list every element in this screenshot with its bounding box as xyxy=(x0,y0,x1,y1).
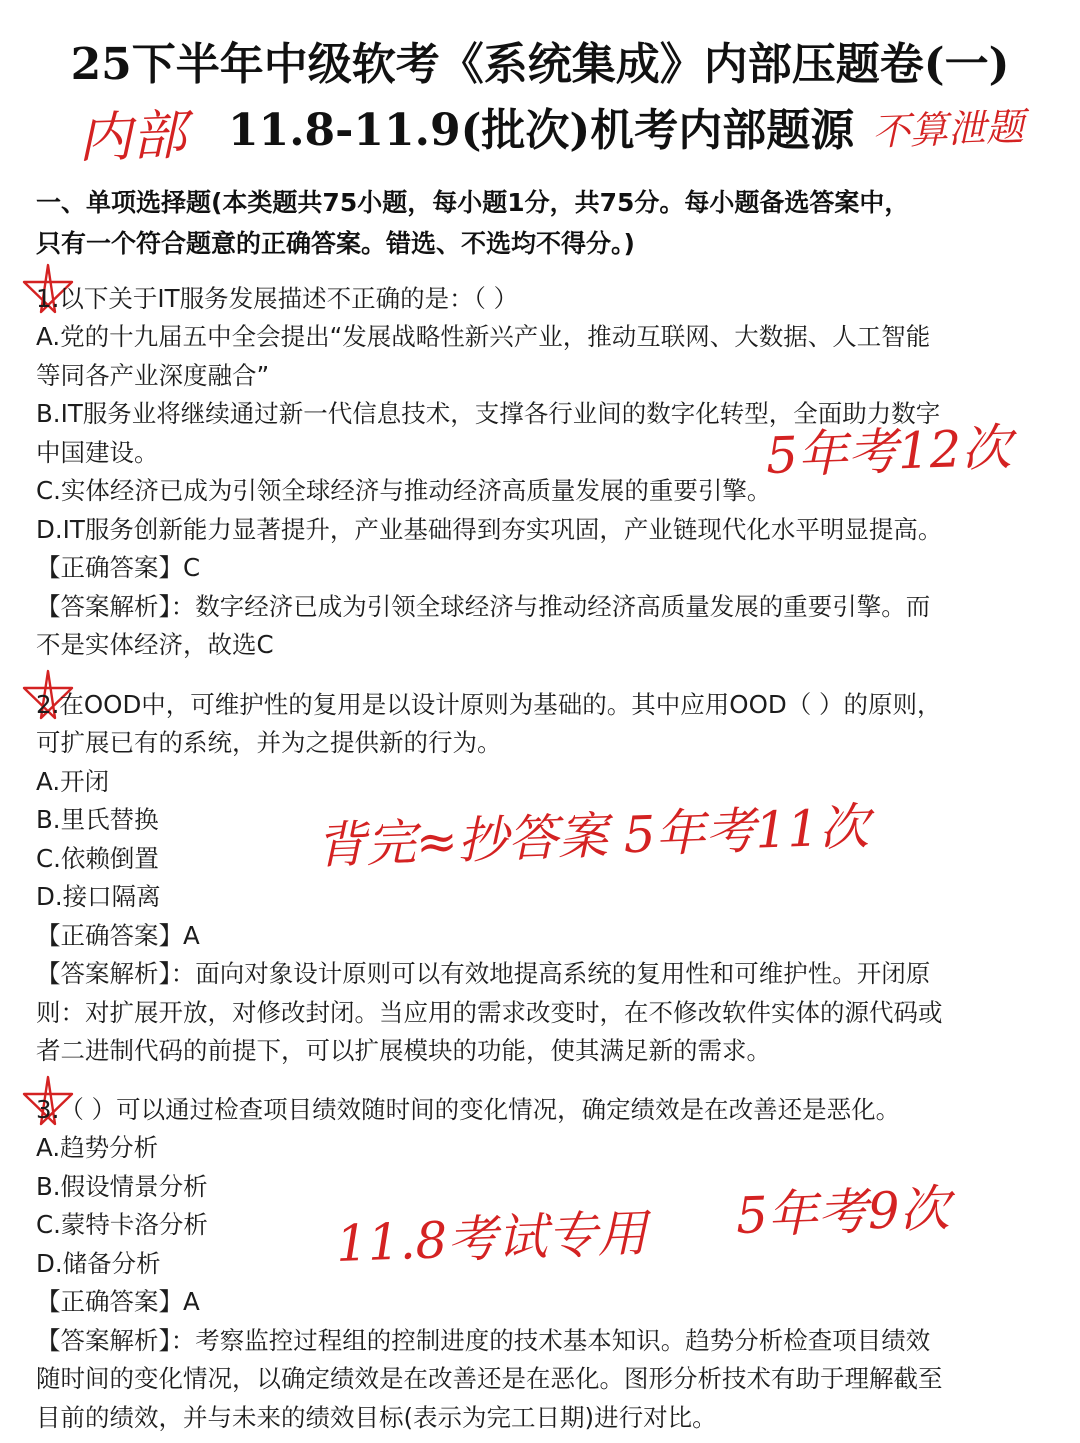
page-subtitle: 11.8-11.9(批次)机考内部题源 xyxy=(228,105,855,156)
section-heading xyxy=(36,182,1046,264)
question-1-answer: 【正确答案】C xyxy=(36,553,201,582)
question-3-explanation-cont: 目前的绩效，并与未来的绩效目标(表示为完工日期)进行对比。 xyxy=(36,1403,717,1432)
question-1-option-b: B.IT服务业将继续通过新一代信息技术，支撑各行业间的数字化转型，全面助力数字 xyxy=(36,399,941,428)
question-2-answer: 【正确答案】A xyxy=(36,921,200,950)
handwritten-note-q3-frequency: 5年考9次 xyxy=(734,1179,951,1245)
section-heading-line: 只有一个符合题意的正确答案。错选、不选均不得分。) xyxy=(36,229,635,258)
handwritten-note-q2-memorize: 背完≈抄答案 5年考11次 xyxy=(314,797,870,875)
question-1-explanation: 【答案解析】：数字经济已成为引领全球经济与推动经济高质量发展的重要引擎。而 xyxy=(36,592,931,621)
page-title: 25下半年中级软考《系统集成》内部压题卷(一) xyxy=(70,39,1010,90)
handwritten-note-q1-frequency: 5年考12次 xyxy=(764,418,1013,485)
question-1-explanation-cont: 不是实体经济，故选C xyxy=(36,630,274,659)
question-2-option-c: C.依赖倒置 xyxy=(36,844,159,873)
handwritten-note-not-leak: 不算泄题 xyxy=(871,104,1025,154)
handwritten-note-q3-exam-only: 11.8考试专用 xyxy=(334,1204,649,1273)
question-3-explanation-cont: 随时间的变化情况，以确定绩效是在改善还是在恶化。图形分析技术有助于理解截至 xyxy=(36,1364,943,1393)
question-1-option-a-cont: 等同各产业深度融合” xyxy=(36,361,270,390)
question-3-answer: 【正确答案】A xyxy=(36,1287,200,1316)
question-2-option-a: A.开闭 xyxy=(36,767,110,796)
question-1-option-c: C.实体经济已成为引领全球经济与推动经济高质量发展的重要引擎。 xyxy=(36,476,772,505)
question-2-text: 2.在OOD中，可维护性的复用是以设计原则为基础的。其中应用OOD（ ）的原则， xyxy=(36,690,942,719)
question-3-option-d: D.储备分析 xyxy=(36,1249,161,1278)
question-2-explanation-cont: 者二进制代码的前提下，可以扩展模块的功能，使其满足新的需求。 xyxy=(36,1036,771,1065)
question-3-text: 3.（ ）可以通过检查项目绩效随时间的变化情况，确定绩效是在改善还是恶化。 xyxy=(36,1095,901,1124)
question-3-option-c: C.蒙特卡洛分析 xyxy=(36,1210,208,1239)
question-2-option-d: D.接口隔离 xyxy=(36,882,161,911)
question-3-explanation: 【答案解析】：考察监控过程组的控制进度的技术基本知识。趋势分析检查项目绩效 xyxy=(36,1326,931,1355)
question-1-text: 1.以下关于IT服务发展描述不正确的是：（ ） xyxy=(36,284,519,313)
handwritten-note-internal: 内部 xyxy=(76,103,188,170)
question-3-option-b: B.假设情景分析 xyxy=(36,1172,208,1201)
question-3-option-a: A.趋势分析 xyxy=(36,1133,159,1162)
question-2-explanation-cont: 则：对扩展开放，对修改封闭。当应用的需求改变时，在不修改软件实体的源代码或 xyxy=(36,998,943,1027)
question-2-explanation: 【答案解析】：面向对象设计原则可以有效地提高系统的复用性和可维护性。开闭原 xyxy=(36,959,931,988)
question-2-option-b: B.里氏替换 xyxy=(36,805,159,834)
question-2-text-cont: 可扩展已有的系统，并为之提供新的行为。 xyxy=(36,728,502,757)
question-1-option-d: D.IT服务创新能力显著提升，产业基础得到夯实巩固，产业链现代化水平明显提高。 xyxy=(36,515,943,544)
section-heading-line: 一、单项选择题(本类题共75小题，每小题1分，共75分。每小题备选答案中， xyxy=(36,188,910,217)
question-1-option-b-cont: 中国建设。 xyxy=(36,438,159,467)
question-1-option-a: A.党的十九届五中全会提出“发展战略性新兴产业，推动互联网、大数据、人工智能 xyxy=(36,322,931,351)
